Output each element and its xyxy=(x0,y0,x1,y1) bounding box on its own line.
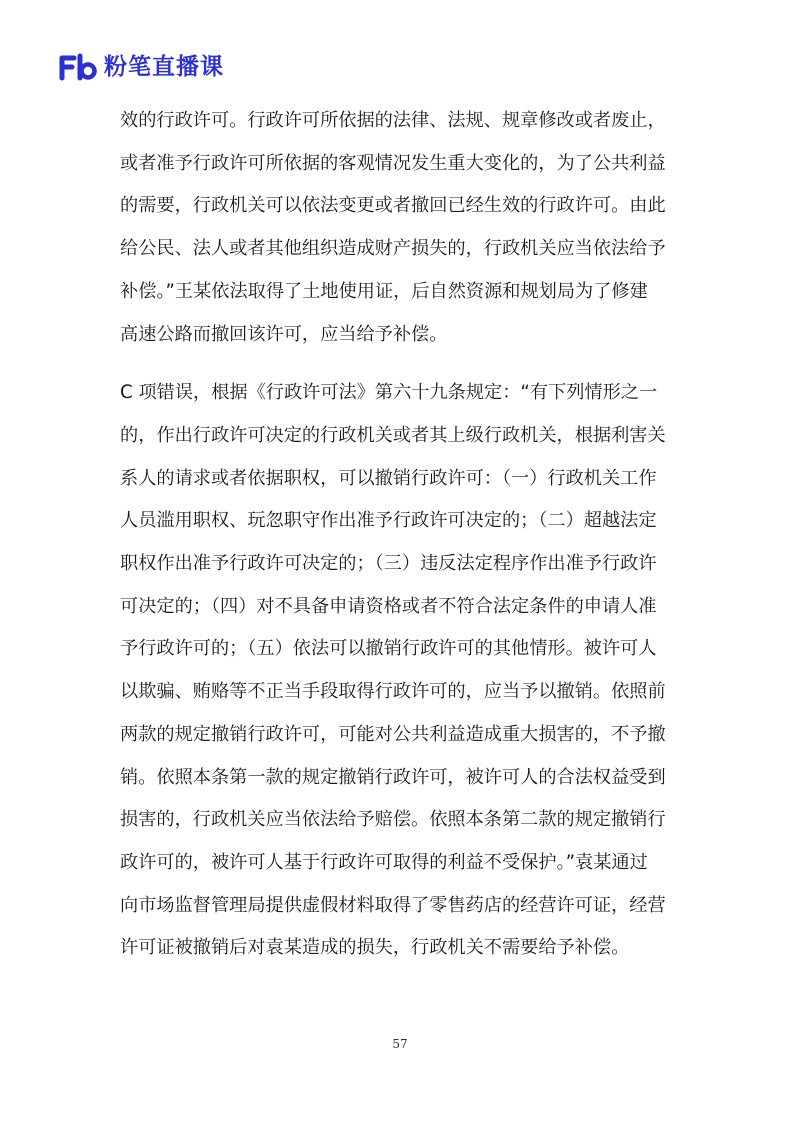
paragraph-2: C 项错误，根据《行政许可法》第六十九条规定：“有下列情形之一 的，作出行政许可决定的行政机关或者其上级行政机关，根据利害关 系人的请求或者依据职权，可以撤销行政许可：（一）行政机关工作 人员滥用职权、玩忽职守作出准予行政许可决定的；（二）超越法定 职权作出准予行政许可决定的；（三）违反法定程序作出准予行政许 可决定的；（四）对不具备申请资格或者不符合法定条件的申请人准 予行政许可的；（五）依法可以撤销行政许可的其他情形。被许可人 以欺骗、贿赂等不正当手段取得行政许可的，应当予以撤销。依照前 两款的规定撤销行政许可，可能对公共利益造成重大损害的，不予撤 销。依照本条第一款的规定撤销行政许可，被许可人的合法权益受到 损害的，行政机关应当依法给予赔偿。依照本条第二款的规定撤销行 政许可的，被许可人基于行政许可取得的利益不受保护。”袁某通过 向市场监督管理局提供虚假材料取得了零售药店的经营许可证，经营 许可证被撤销后对袁某造成的损失，行政机关不需要给予补偿。 xyxy=(120,382,666,959)
paragraph-1: 效的行政许可。行政许可所依据的法律、法规、规章修改或者废止， 或者准予行政许可所依据的客观情况发生重大变化的，为了公共利益 的需要，行政机关可以依法变更或者撤回已经生效的行政许可。由此 给公民、法人或者其他组织造成财产损失的，行政机关应当依法给予 补偿。”王某依法取得了土地使用证，后自然资源和规划局为了修建 高速公路而撤回该许可，应当给予补偿。 xyxy=(120,110,666,345)
brand-name: 粉笔直播课 xyxy=(104,54,224,80)
header xyxy=(58,50,224,84)
document-body xyxy=(120,100,685,970)
fenbi-logo-icon xyxy=(58,52,98,82)
page-number: 57 xyxy=(392,1037,408,1051)
